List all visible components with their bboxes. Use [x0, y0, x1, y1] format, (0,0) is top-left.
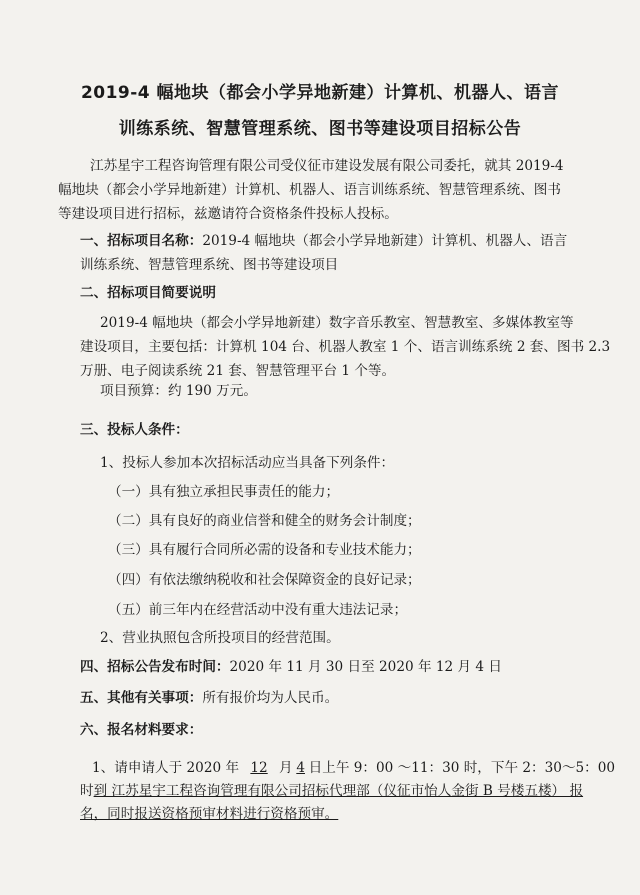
currency-note: 所有报价均为人民币。	[202, 690, 339, 706]
section-1-line-1	[80, 231, 567, 251]
condition-1: （一）具有独立承担民事责任的能力；	[108, 484, 340, 500]
intro-line-1: 江苏星宇工程咨询管理有限公司受仪征市建设发展有限公司委托，就其 2019-4	[90, 158, 564, 174]
section-2-heading: 二、招标项目简要说明	[80, 285, 216, 301]
registration-month-unit: 月	[279, 760, 293, 776]
section-5-line	[80, 688, 338, 708]
section-6-heading: 六、报名材料要求：	[80, 722, 203, 738]
section-5-heading: 五、其他有关事项：	[80, 690, 203, 706]
condition-3: （三）具有履行合同所必需的设备和专业技术能力；	[108, 542, 421, 558]
condition-2: （二）具有良好的商业信誉和健全的财务会计制度；	[108, 513, 421, 529]
section-2-line-3: 万册、电子阅读系统 21 套、智慧管理平台 1 个等。	[80, 363, 396, 379]
section-3-item-1: 1、投标人参加本次招标活动应当具备下列条件：	[100, 455, 395, 471]
registration-month: 12	[250, 760, 268, 776]
section-6-line-2	[80, 781, 583, 801]
section-3-heading: 三、投标人条件：	[80, 422, 189, 438]
section-4-line	[80, 657, 502, 677]
registration-location: 到 江苏星宇工程咨询管理有限公司招标代理部（仪征市怡人金街 B 号楼五楼） 报	[93, 783, 584, 799]
section-2-line-1: 2019-4 幅地块（都会小学异地新建）数字音乐教室、智慧教室、多媒体教室等	[100, 315, 574, 331]
document-title-line-1: 2019-4 幅地块（都会小学异地新建）计算机、机器人、语言	[80, 83, 560, 103]
section-1-project-name: 2019-4 幅地块（都会小学异地新建）计算机、机器人、语言	[202, 233, 568, 249]
section-1-line-2: 训练系统、智慧管理系统、图书等建设项目	[80, 257, 339, 273]
registration-date-prefix: 1、请申请人于 2020 年	[92, 760, 240, 776]
publish-period: 2020 年 11 月 30 日至 2020 年 12 月 4 日	[229, 659, 502, 675]
section-3-item-2: 2、营业执照包含所投项目的经营范围。	[100, 630, 340, 646]
registration-day: 4	[296, 760, 305, 776]
section-4-heading: 四、招标公告发布时间：	[80, 659, 230, 675]
condition-5: （五）前三年内在经营活动中没有重大违法记录；	[108, 602, 408, 618]
project-budget: 项目预算：约 190 万元。	[100, 383, 257, 399]
registration-time: 日上午 9：00 ～11：30 时，下午 2：30～5：00	[308, 760, 616, 776]
registration-time-suffix: 时	[80, 783, 94, 799]
section-6-line-3: 名，同时报送资格预审材料进行资格预审。	[80, 806, 339, 822]
document-title-line-2: 训练系统、智慧管理系统、图书等建设项目招标公告	[118, 119, 522, 139]
condition-4: （四）有依法缴纳税收和社会保障资金的良好记录；	[108, 572, 421, 588]
section-1-heading: 一、招标项目名称：	[80, 233, 203, 249]
intro-line-3: 等建设项目进行招标，兹邀请符合资格条件投标人投标。	[58, 206, 398, 222]
section-6-line-1	[92, 758, 615, 778]
intro-line-2: 幅地块（都会小学异地新建）计算机、机器人、语言训练系统、智慧管理系统、图书	[58, 182, 561, 198]
section-2-line-2: 建设项目，主要包括：计算机 104 台、机器人教室 1 个、语言训练系统 2 套、图书 2.3	[80, 339, 611, 355]
